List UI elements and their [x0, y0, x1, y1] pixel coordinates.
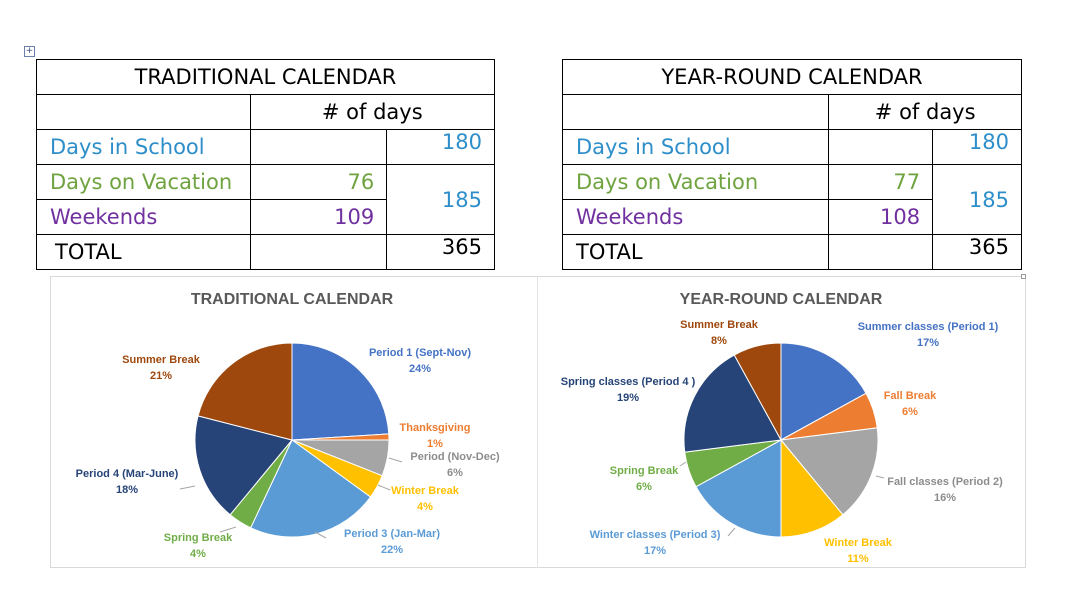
leader-line — [728, 528, 735, 536]
row-label-weekends: Weekends — [563, 200, 829, 235]
weekends-value: 109 — [250, 200, 387, 235]
row-label-days-on-vacation: Days on Vacation — [563, 165, 829, 200]
traditional-pie — [76, 343, 500, 560]
leader-line — [876, 476, 884, 478]
slice-label: Summer Break — [122, 354, 200, 366]
column-header: # of days — [829, 95, 1022, 130]
slice-value-label: 24% — [408, 363, 432, 375]
slice-label: Fall classes (Period 2) — [887, 476, 1003, 488]
chart-title-traditional: TRADITIONAL CALENDAR — [190, 291, 394, 308]
slice-value-label: 8% — [711, 335, 727, 347]
table-title: TRADITIONAL CALENDAR — [37, 60, 495, 95]
slice-label: Period (Nov-Dec) — [410, 451, 500, 463]
slice-value-label: 4% — [190, 548, 206, 560]
chart-title-year-round: YEAR-ROUND CALENDAR — [679, 291, 883, 308]
slice-value-label: 17% — [643, 545, 667, 557]
table-move-handle-icon[interactable]: + — [25, 46, 34, 56]
column-header: # of days — [250, 95, 494, 130]
total-value: 365 — [933, 235, 1022, 270]
slice-label: Winter Break — [391, 485, 459, 497]
slice-value-label: 6% — [902, 406, 918, 418]
slice-label: Fall Break — [883, 390, 937, 402]
slice-label: Winter classes (Period 3) — [589, 529, 721, 541]
slice-label: Thanksgiving — [399, 422, 471, 434]
total-value: 365 — [387, 235, 495, 270]
leader-line — [378, 485, 390, 490]
slice-label: Period 4 (Mar-June) — [75, 468, 179, 480]
slice-value-label: 6% — [636, 481, 652, 493]
slice-label: Summer classes (Period 1) — [857, 321, 999, 333]
slice-label: Period 3 (Jan-Mar) — [344, 528, 440, 540]
slice-value-label: 21% — [149, 370, 173, 382]
slice-value-label: 22% — [380, 544, 404, 556]
days-in-school-value: 180 — [933, 130, 1022, 165]
combined-value: 185 — [933, 165, 1022, 235]
row-label-total: TOTAL — [563, 235, 829, 270]
row-label-days-in-school: Days in School — [563, 130, 829, 165]
slice-label: Summer Break — [680, 319, 758, 331]
slice-label: Spring classes (Period 4 ) — [560, 376, 696, 388]
days-on-vacation-value: 76 — [250, 165, 387, 200]
row-label-total: TOTAL — [37, 235, 251, 270]
slice-value-label: 17% — [916, 337, 940, 349]
slice-label: Spring Break — [163, 532, 233, 544]
weekends-value: 108 — [829, 200, 933, 235]
slice-value-label: 4% — [417, 501, 433, 513]
row-label-weekends: Weekends — [37, 200, 251, 235]
row-label-days-in-school: Days in School — [37, 130, 251, 165]
slice-value-label: 16% — [933, 492, 957, 504]
row-label-days-on-vacation: Days on Vacation — [37, 165, 251, 200]
combined-value: 185 — [387, 165, 495, 235]
slice-label: Winter Break — [824, 537, 892, 549]
slice-value-label: 11% — [847, 553, 869, 565]
table-title: YEAR-ROUND CALENDAR — [563, 60, 1022, 95]
slice-value-label: 6% — [447, 467, 463, 479]
days-on-vacation-value: 77 — [829, 165, 933, 200]
leader-line — [180, 486, 195, 489]
year-round-pie — [561, 319, 1003, 565]
leader-line — [389, 458, 402, 462]
leader-line — [680, 462, 686, 466]
days-in-school-value: 180 — [387, 130, 495, 165]
slice-label: Spring Break — [609, 465, 679, 477]
slice-value-label: 1% — [427, 438, 443, 450]
slice-label: Period 1 (Sept-Nov) — [368, 347, 472, 359]
slice-value-label: 19% — [616, 392, 640, 404]
slice-value-label: 18% — [115, 484, 139, 496]
